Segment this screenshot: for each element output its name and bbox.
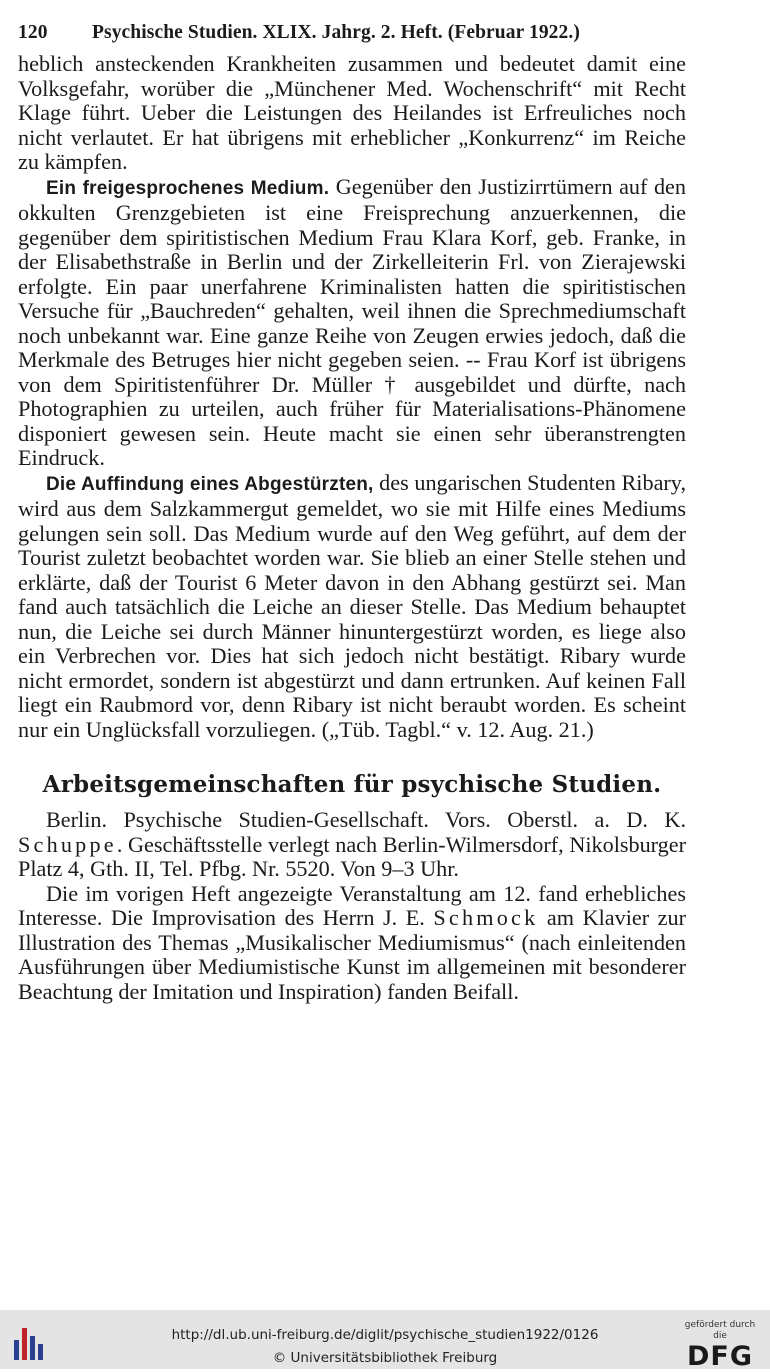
- page-number: 120: [18, 22, 48, 43]
- paragraph-veranstaltung: [18, 882, 686, 1005]
- dfg-sponsor-logo: [678, 1320, 762, 1372]
- paragraph-body: Die im vorigen Heft angezeigte Veranstaltung am 12. fand erhebliches Interesse. Die Improvisation des Herrn J. E.: [18, 880, 686, 930]
- footer-bar: [0, 1310, 770, 1372]
- running-title: Psychische Studien. XLIX. Jahrg. 2. Heft. (Februar 1922.): [92, 22, 580, 43]
- paragraph-body: Berlin. Psychische Studien-Gesellschaft. Vors. Oberstl. a. D. K.: [46, 807, 686, 832]
- section-title: Arbeitsgemeinschaften für psychische Studien.: [42, 771, 662, 798]
- paragraph-body: am Klavier zur Illustration des Themas „Musikalischer Mediumismus“ (nach einleitenden Ausführungen über Mediumistische Kunst im allgemeinen mit besonderer Beachtung der Imitation und Inspiration) fanden Beifall.: [18, 905, 687, 1004]
- paragraph-body: Gegenüber den Justizirrtümern auf den okkulten Grenzgebieten ist eine Freisprechung anzuerkennen, die gegenüber dem spiritistischen Medium Frau Klara Korf, geb. Franke, in der Elisabethstraße in Berlin und der Zirkelleiterin Frl. von Zierajewski erfolgte. Ein paar unerfahrene Kriminalisten hatten die spiritistischen Versuche für „Bauchreden“ gehalten, weil ihnen die Sprechmediumschaft noch unbekannt war. Eine ganze Reihe von Zeugen erwies jedoch, daß die Merkmale des Betruges hier nicht gegeben seien. -- Frau Korf ist übrigens von dem Spiritistenführer Dr. Müller † ausgebildet und dürfte, nach Photographien zu urteilen, auch früher für Materialisations-Phänomene disponiert gewesen sein. Heute macht sie einen sehr überanstrengten Eindruck.: [18, 173, 687, 470]
- paragraph-heading: Die Auffindung eines Abgestürzten,: [46, 473, 374, 495]
- source-url-link[interactable]: http://dl.ub.uni-freiburg.de/diglit/psychische_studien1922/0126: [171, 1327, 599, 1343]
- person-name: Schmock: [433, 905, 539, 930]
- paragraph-heading: Ein freigesprochenes Medium.: [46, 177, 330, 199]
- document-page: [18, 18, 686, 1004]
- dfg-logo-text: DFG: [686, 1341, 754, 1372]
- paragraph-continuation: heblich ansteckenden Krankheiten zusammen und bedeutet damit eine Volksgefahr, worüber die „Münchener Med. Wochenschrift“ mit Recht Klage führt. Ueber die Leistungen des Heilandes ist Erfreuliches noch nicht verlautet. Er hat übrigens mit erheblicher „Konkurrenz“ im Reiche zu kämpfen.: [18, 51, 686, 174]
- paragraph-berlin: [18, 808, 686, 882]
- paragraph-body: . Geschäftsstelle verlegt nach Berlin-Wilmersdorf, Nikolsburger Platz 4, Gth. II, Tel. Pfbg. Nr. 5520. Von 9–3 Uhr.: [18, 831, 686, 881]
- running-head: [18, 18, 686, 52]
- person-name: Schuppe: [18, 831, 117, 857]
- paragraph-auffindung: [18, 471, 686, 743]
- copyright-text: © Universitätsbibliothek Freiburg: [272, 1350, 498, 1366]
- sponsor-caption: gefördert durch die: [684, 1320, 756, 1341]
- paragraph-body: des ungarischen Studenten Ribary, wird aus dem Salzkammergut gemeldet, wo sie mit Hilfe eines Mediums gelungen sein soll. Das Medium wurde auf den Weg geführt, auf dem der Tourist zuletzt beobachtet worden war. Sie blieb an einer Stelle stehen und erklärte, daß der Tourist 6 Meter davon in den Abhang gestürzt sei. Man fand auch tatsächlich die Leiche an dieser Stelle. Das Medium behauptet nun, die Leiche sei durch Männer hinuntergestürzt worden, es liege also ein Verbrechen vor. Dies hat sich jedoch nicht bestätigt. Ribary wurde nicht ermordet, sondern ist abgestürzt und dann ertrunken. Auf keinen Fall liegt ein Raubmord vor, denn Ribary ist nicht beraubt worden. Es scheint nur ein Unglücksfall vorzuliegen. („Tüb. Tagbl.“ v. 12. Aug. 21.): [18, 469, 687, 742]
- paragraph-freigesprochenes-medium: [18, 175, 686, 471]
